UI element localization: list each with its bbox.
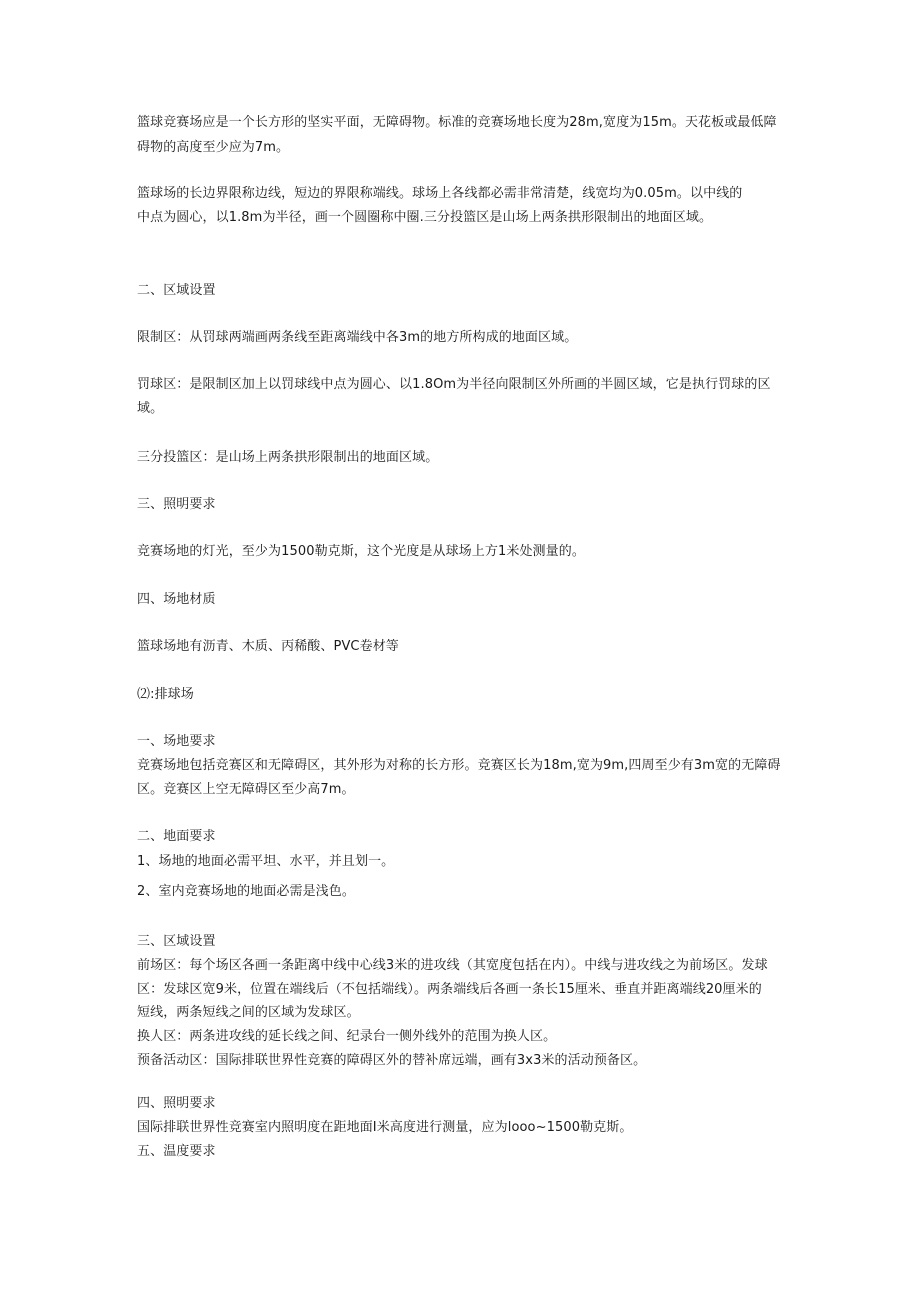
floor-requirement-item-2: 2、室内竞赛场地的地面必需是浅色。 (137, 884, 355, 899)
court-requirements-line-2: 区。竞赛区上空无障碍区至少高7m。 (137, 782, 355, 797)
front-zone-line-1: 前场区：每个场区各画一条距离中线中心线3米的进攻线（其宽度包括在内）。中线与进攻线之为前场区。发球 (137, 958, 768, 973)
section-heading-temperature: 五、温度要求 (137, 1144, 216, 1159)
basketball-court-paragraph-line-2: 碍物的高度至少应为7m。 (137, 140, 290, 155)
free-throw-area-line-2: 域。 (137, 401, 164, 416)
front-zone-line-3: 短线，两条短线之间的区域为发球区。 (137, 1005, 360, 1020)
volleyball-court-heading: ⑵:排球场 (137, 687, 194, 702)
section-heading-lighting-volleyball: 四、照明要求 (137, 1096, 216, 1111)
substitution-zone-paragraph: 换人区：两条进攻线的延长线之间、纪录台一侧外线外的范围为换人区。 (137, 1029, 557, 1044)
front-zone-line-2: 区：发球区宽9米，位置在端线后（不包括端线）。两条端线后各画一条长15厘米、垂直并距离端线20厘米的 (137, 982, 762, 997)
boundary-paragraph-line-2: 中点为圆心，以1.8m为半径，画一个圆圈称中圈.三分投篮区是山场上两条拱形限制出的地面区域。 (137, 210, 713, 225)
section-heading-lighting: 三、照明要求 (137, 497, 216, 512)
section-heading-zone-setup: 二、区域设置 (137, 283, 216, 298)
free-throw-area-line-1: 罚球区：是限制区加上以罚球线中点为圆心、以1.8Om为半径向限制区外所画的半圆区域，它是执行罚球的区 (137, 377, 771, 392)
restricted-area-paragraph: 限制区：从罚球两端画两条线至距离端线中各3m的地方所构成的地面区域。 (137, 330, 578, 345)
warm-up-area-paragraph: 预备活动区：国际排联世界性竞赛的障碍区外的替补席远端，画有3x3米的活动预备区。 (137, 1053, 647, 1068)
section-heading-court-material: 四、场地材质 (137, 592, 216, 607)
lighting-paragraph: 竞赛场地的灯光，至少为1500勒克斯，这个光度是从球场上方1米处测量的。 (137, 544, 585, 559)
basketball-court-paragraph-line-1: 篮球竞赛场应是一个长方形的坚实平面，无障碍物。标准的竞赛场地长度为28m,宽度为15m。天花板或最低障 (137, 115, 777, 130)
court-requirements-line-1: 竞赛场地包括竞赛区和无障碍区，其外形为对称的长方形。竞赛区长为18m,宽为9m,四周至少有3m宽的无障碍 (137, 758, 781, 773)
boundary-paragraph-line-1: 篮球场的长边界限称边线，短边的界限称端线。球场上各线都必需非常清楚，线宽均为0.05m。以中线的 (137, 186, 743, 201)
lighting-volleyball-paragraph: 国际排联世界性竞赛室内照明度在距地面I米高度进行测量，应为looo~1500勒克斯。 (137, 1120, 633, 1135)
floor-requirement-item-1: 1、场地的地面必需平坦、水平，并且划一。 (137, 854, 395, 869)
three-point-area-paragraph: 三分投篮区：是山场上两条拱形限制出的地面区域。 (137, 450, 439, 465)
court-material-paragraph: 篮球场地有沥青、木质、丙稀酸、PVC卷材等 (137, 639, 399, 654)
section-heading-floor-requirements: 二、地面要求 (137, 829, 216, 844)
section-heading-court-requirements: 一、场地要求 (137, 734, 216, 749)
section-heading-zone-setup-volleyball: 三、区域设置 (137, 934, 216, 949)
